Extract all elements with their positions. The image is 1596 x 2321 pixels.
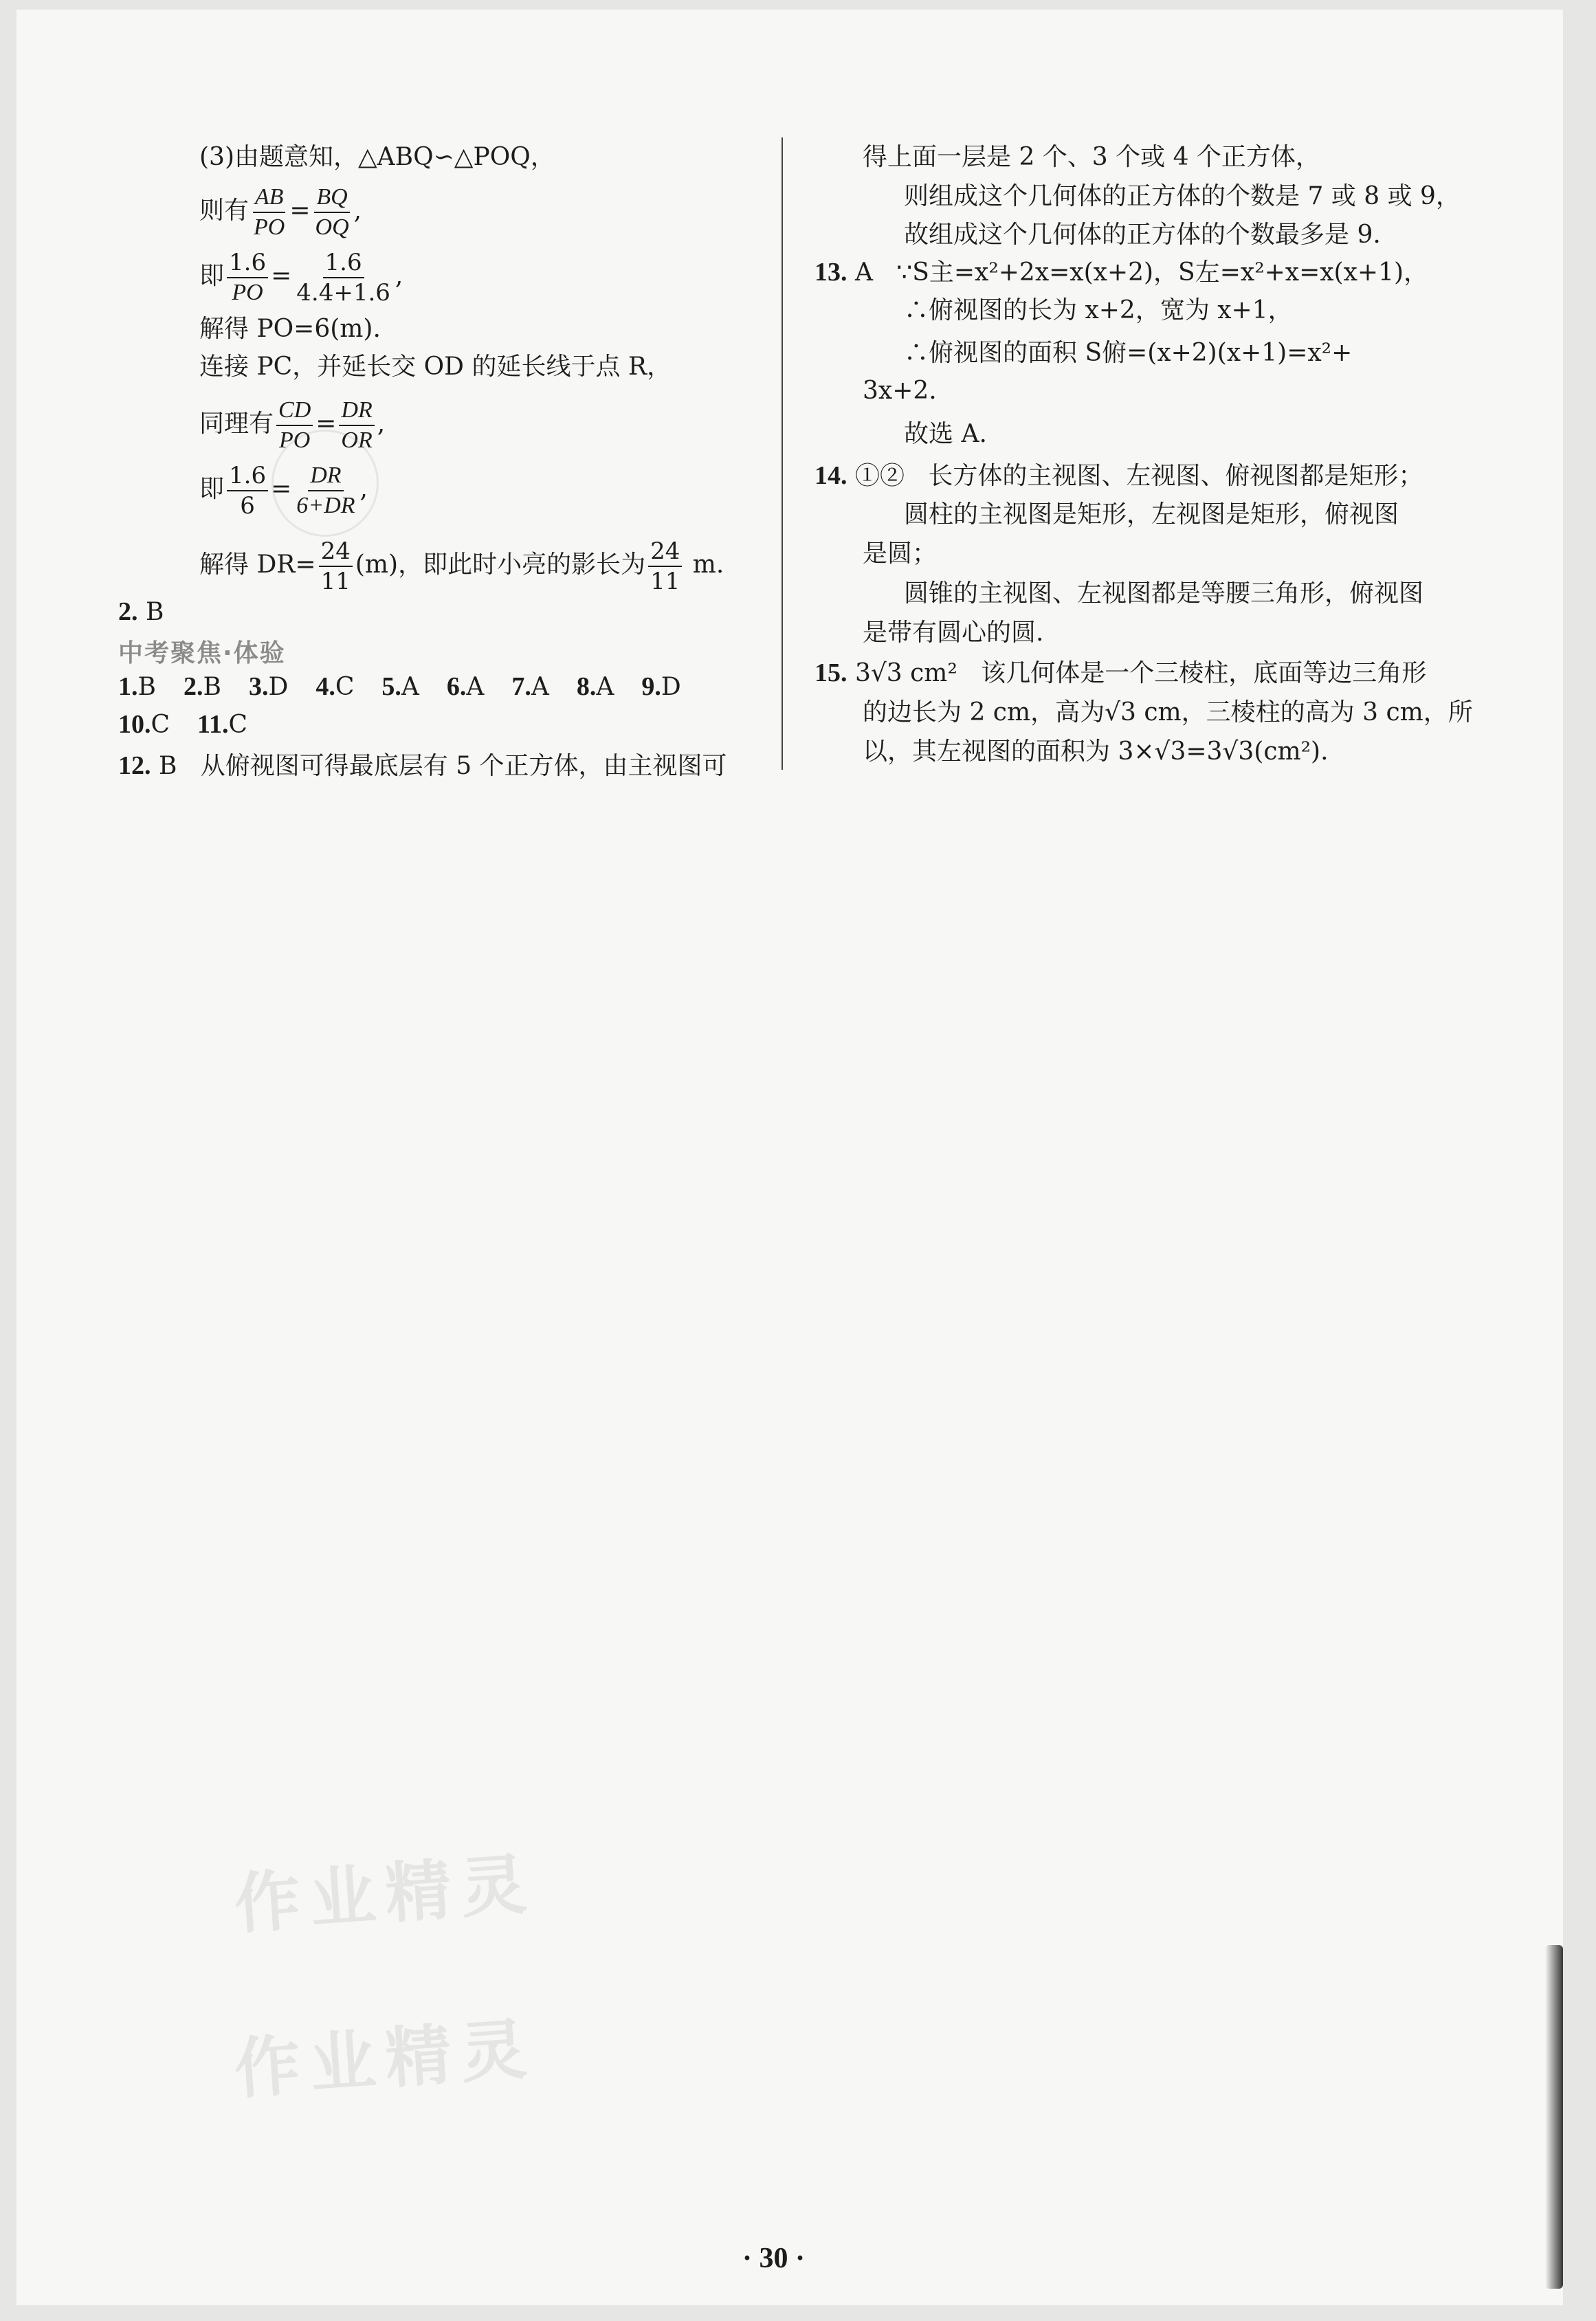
watermark-1: 作业精灵 — [232, 1845, 539, 1944]
fraction-denominator: PO — [232, 280, 263, 305]
question-number: 12. — [118, 751, 151, 780]
answer-value: A — [854, 258, 873, 287]
question-number: 2. — [183, 672, 203, 701]
fraction-denominator: 4.4+1.6 — [296, 279, 390, 307]
answer-value: B — [158, 752, 177, 780]
question-number: 2. — [118, 597, 138, 626]
q14-line-4: 圆锥的主视图、左视图都是等腰三角形，俯视图 — [904, 579, 1424, 608]
answer-item — [184, 673, 221, 701]
fraction-16-po — [227, 251, 268, 304]
connect-pc-line: 连接 PC，并延长交 OD 的延长线于点 R， — [199, 353, 672, 381]
namely-label: 即 — [199, 262, 225, 290]
solve-dr-line — [199, 537, 724, 595]
question-12 — [118, 749, 727, 783]
q13-line-2: ∴俯视图的长为 x+2，宽为 x+1， — [904, 296, 1293, 324]
answer-value: C — [335, 673, 355, 701]
answer-item — [118, 711, 170, 739]
solve-dr-suffix: m. — [692, 551, 724, 579]
fraction-bq-oq — [313, 186, 351, 239]
answer-value: B — [203, 673, 221, 701]
question-13 — [814, 256, 1428, 289]
answer-value: C — [151, 711, 170, 739]
answer-value: B — [145, 598, 164, 626]
fraction-dr-6dr — [294, 464, 357, 518]
question-14 — [814, 459, 1423, 493]
answer-2 — [118, 595, 164, 629]
question-number: 7. — [511, 672, 531, 701]
ratio-line-1: 则有 $\frac{AB}{PO}$ = $\frac{BQ}{OQ}$ , — [199, 184, 362, 240]
answer-value: ①② — [854, 462, 905, 490]
answer-value: 3√3 cm² — [854, 659, 957, 687]
fraction-numerator: 24 — [319, 540, 353, 567]
fraction-numerator: CD — [276, 399, 313, 426]
answer-item — [197, 711, 247, 739]
answer-value: B — [137, 673, 156, 701]
fraction-denominator: PO — [254, 214, 285, 240]
explanation-text: 从俯视图可得最底层有 5 个正方体，由主视图可 — [200, 752, 727, 780]
q14-line-2: 圆柱的主视图是矩形，左视图是矩形，俯视图 — [904, 500, 1399, 529]
q15-line-3: 以，其左视图的面积为 3×√3=3√3(cm²). — [863, 737, 1329, 766]
fraction-denominator: OR — [341, 427, 373, 453]
answer-item — [511, 673, 549, 701]
question-15 — [814, 656, 1426, 690]
answer-item — [577, 673, 614, 701]
fraction-denominator: OQ — [315, 214, 349, 240]
fraction-denominator: 11 — [650, 568, 680, 595]
watermark-2: 作业精灵 — [232, 2010, 539, 2109]
fraction-numerator: 24 — [648, 540, 682, 567]
question-number: 1. — [118, 672, 138, 701]
section-heading: 中考聚焦·体验 — [118, 639, 286, 667]
question-number: 6. — [446, 672, 467, 701]
answer-item — [249, 673, 288, 701]
then-have-label: 则有 — [199, 197, 250, 225]
q15-line-2: 的边长为 2 cm，高为√3 cm，三棱柱的高为 3 cm，所 — [863, 698, 1473, 726]
solve-dr-middle: (m)，即此时小亮的影长为 — [355, 551, 646, 579]
fraction-24-11 — [319, 537, 353, 595]
fraction-numerator: 1.6 — [323, 251, 364, 278]
bullet-left: · — [742, 2243, 760, 2274]
part3-intro: (3)由题意知，△ABQ∽△POQ， — [199, 143, 555, 171]
bullet-right: · — [788, 2243, 806, 2274]
q14-line-1: 长方体的主视图、左视图、俯视图都是矩形； — [928, 462, 1423, 490]
column-divider — [782, 137, 783, 770]
q15-line-1: 该几何体是一个三棱柱，底面等边三角形 — [981, 659, 1427, 687]
q13-line-3: ∴俯视图的面积 S俯=(x+2)(x+1)=x²+ — [904, 339, 1353, 367]
fraction-numerator: BQ — [314, 186, 349, 213]
fraction-16-sum — [294, 249, 392, 307]
similarly-label: 同理有 — [199, 410, 274, 438]
answer-item — [315, 673, 354, 701]
fraction-numerator: DR — [339, 399, 374, 426]
answer-value: D — [661, 673, 681, 701]
page-number — [742, 2242, 805, 2275]
fraction-16-6 — [227, 464, 268, 518]
q13-line-4: 3x+2. — [863, 377, 937, 405]
q12-continuation-1: 得上面一层是 2 个、3 个或 4 个正方体， — [863, 143, 1320, 171]
fraction-numerator: 1.6 — [227, 464, 268, 491]
question-number: 14. — [814, 461, 847, 490]
answer-value: A — [531, 673, 549, 701]
fraction-24-11 — [648, 537, 682, 595]
question-number: 11. — [197, 710, 229, 739]
q12-continuation-3: 故组成这个几何体的正方体的个数最多是 9. — [904, 221, 1381, 249]
q12-continuation-2: 则组成这个几何体的正方体的个数是 7 或 8 或 9， — [904, 182, 1461, 210]
answer-item — [447, 673, 485, 701]
answer-item — [381, 673, 419, 701]
answer-value: A — [401, 673, 419, 701]
question-number: 5. — [381, 672, 401, 701]
ratio-line-3: 同理有 $\frac{CD}{PO}$ = $\frac{DR}{OR}$ , — [199, 397, 386, 453]
question-number: 15. — [814, 658, 847, 687]
answer-value: C — [228, 711, 247, 739]
question-number: 4. — [315, 672, 335, 701]
solve-po-line: 解得 PO=6(m). — [199, 315, 381, 343]
answers-row-2 — [118, 708, 275, 742]
question-number: 8. — [576, 672, 597, 701]
fraction-denominator: PO — [278, 427, 311, 453]
fraction-ab-po — [252, 186, 287, 239]
question-number: 10. — [118, 710, 151, 739]
fraction-denominator: 11 — [320, 568, 351, 595]
page-number-value: 30 — [759, 2243, 788, 2274]
answer-value: D — [268, 673, 289, 701]
answer-item — [118, 673, 156, 701]
answer-item — [641, 673, 680, 701]
answers-row-1 — [118, 670, 709, 704]
fraction-numerator: DR — [308, 464, 343, 491]
q13-line-5: 故选 A. — [904, 420, 987, 448]
scan-edge-shadow — [1545, 1945, 1563, 2289]
question-number: 13. — [814, 258, 847, 287]
answer-value: A — [466, 673, 485, 701]
answer-value: A — [596, 673, 614, 701]
fraction-denominator: 6+DR — [296, 493, 355, 518]
q14-line-3: 是圆； — [863, 540, 938, 568]
ratio-line-4: 即 $\frac{1.6}{6}$ = $\frac{DR}{6+DR}$ , — [199, 462, 368, 520]
ratio-line-2: 即 $\frac{1.6}{PO}$ = $\frac{1.6}{4.4+1.6}$ , — [199, 249, 403, 307]
q13-line-1: ∵S主=x²+2x=x(x+2)，S左=x²+x=x(x+1)， — [896, 258, 1429, 287]
fraction-numerator: 1.6 — [227, 251, 268, 278]
question-number: 9. — [641, 672, 661, 701]
question-number: 3. — [248, 672, 269, 701]
fraction-denominator: 6 — [240, 492, 255, 520]
solve-dr-prefix: 解得 DR= — [199, 551, 316, 579]
namely-label: 即 — [199, 475, 225, 503]
q14-line-5: 是带有圆心的圆. — [863, 619, 1044, 647]
fraction-numerator: AB — [253, 186, 286, 213]
